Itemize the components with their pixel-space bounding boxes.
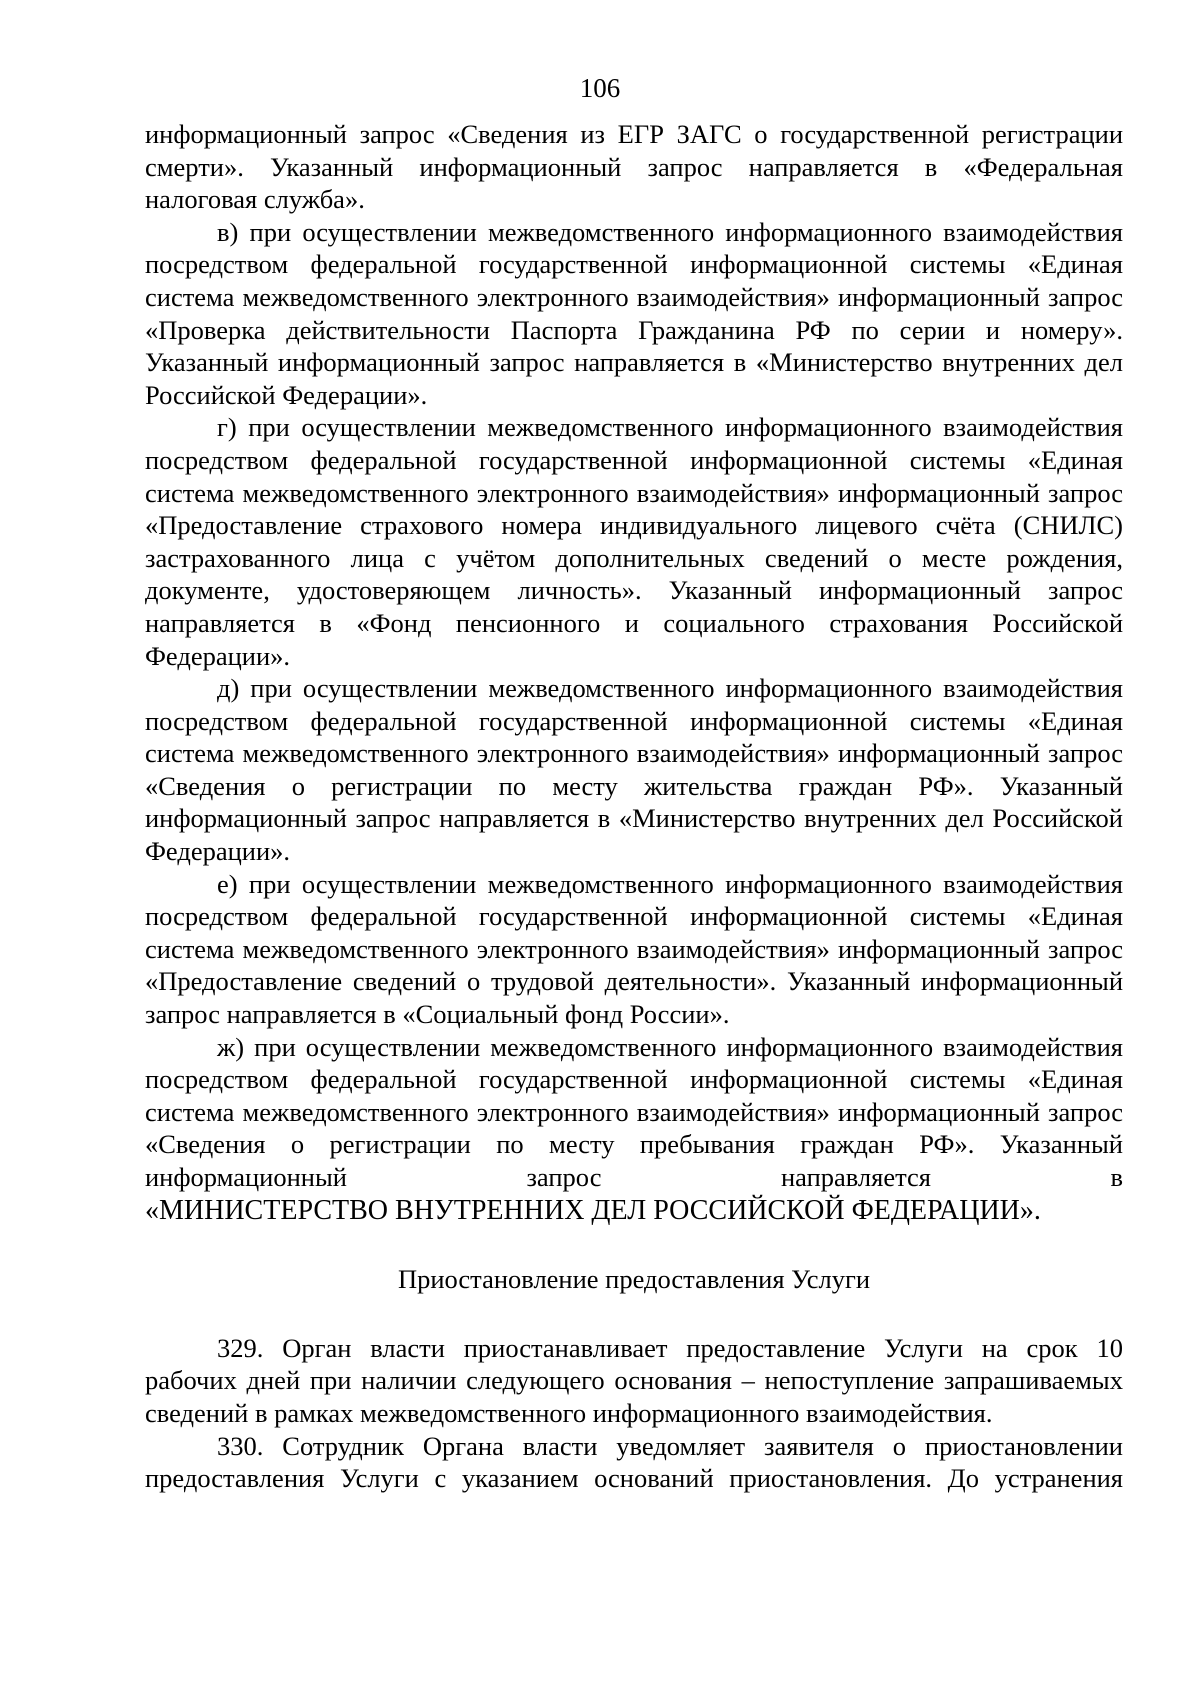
paragraph-item-zh — [145, 1031, 1123, 1194]
paragraph-item-zh-tail — [145, 1194, 1123, 1228]
paragraph-item-d: д) при осуществлении межведомственного информационного взаимодействия посредством федеральной государственной информационной системы «Единая система межведомственного электронного взаимодействия» информационный запрос «Сведения о регистрации по месту жительства граждан РФ». Указанный информационный запрос направляется в «Министерство внутренних дел Российской Федерации». — [145, 673, 1123, 867]
paragraph-329: 329. Орган власти приостанавливает предоставление Услуги на срок 10 рабочих дней при наличии следующего основания – непоступление запрашиваемых сведений в рамках межведомственного информационного взаимодействия. — [145, 1332, 1123, 1428]
paragraph-330: 330. Сотрудник Органа власти уведомляет заявителя о приостановлении предоставления Услуги с указанием оснований приостановления. До устранения — [145, 1430, 1123, 1494]
paragraph-item-g: г) при осуществлении межведомственного информационного взаимодействия посредством федеральной государственной информационной системы «Единая система межведомственного электронного взаимодействия» информационный запрос «Предоставление страхового номера индивидуального лицевого счёта (СНИЛС) застрахованного лица с учётом дополнительных сведений о месте рождения, документе, удостоверяющем личность». Указанный информационный запрос направляется в «Фонд пенсионного и социального страхования Российской Федерации». — [145, 412, 1123, 671]
paragraph-continuation: информационный запрос «Сведения из ЕГР ЗАГС о государственной регистрации смерти». Указанный информационный запрос направляется в «Федеральная налоговая служба». — [145, 119, 1123, 215]
spacer — [145, 1227, 1123, 1263]
section-heading: Приостановление предоставления Услуги — [397, 1264, 871, 1295]
paragraph-item-e: е) при осуществлении межведомственного информационного взаимодействия посредством федеральной государственной информационной системы «Единая система межведомственного электронного взаимодействия» информационный запрос «Предоставление сведений о трудовой деятельности». Указанный информационный запрос направляется в «Социальный фонд России». — [145, 868, 1123, 1030]
spacer — [145, 1296, 1123, 1332]
paragraph-item-zh-caps: «МИНИСТЕРСТВО ВНУТРЕННИХ ДЕЛ РОССИЙСКОЙ ФЕДЕРАЦИИ». — [145, 1194, 1041, 1226]
page-number: 106 — [579, 73, 621, 103]
paragraph-item-zh-text: ж) при осуществлении межведомственного информационного взаимодействия посредством федеральной государственной информационной системы «Единая система межведомственного электронного взаимодействия» информационный запрос «Сведения о регистрации по месту пребывания граждан РФ». Указанный информационный запрос направляется в — [145, 1031, 1123, 1192]
document-body — [145, 118, 1123, 1495]
paragraph-item-v: в) при осуществлении межведомственного информационного взаимодействия посредством федеральной государственной информационной системы «Единая система межведомственного электронного взаимодействия» информационный запрос «Проверка действительности Паспорта Гражданина РФ по серии и номеру». Указанный информационный запрос направляется в «Министерство внутренних дел Российской Федерации». — [145, 216, 1123, 410]
